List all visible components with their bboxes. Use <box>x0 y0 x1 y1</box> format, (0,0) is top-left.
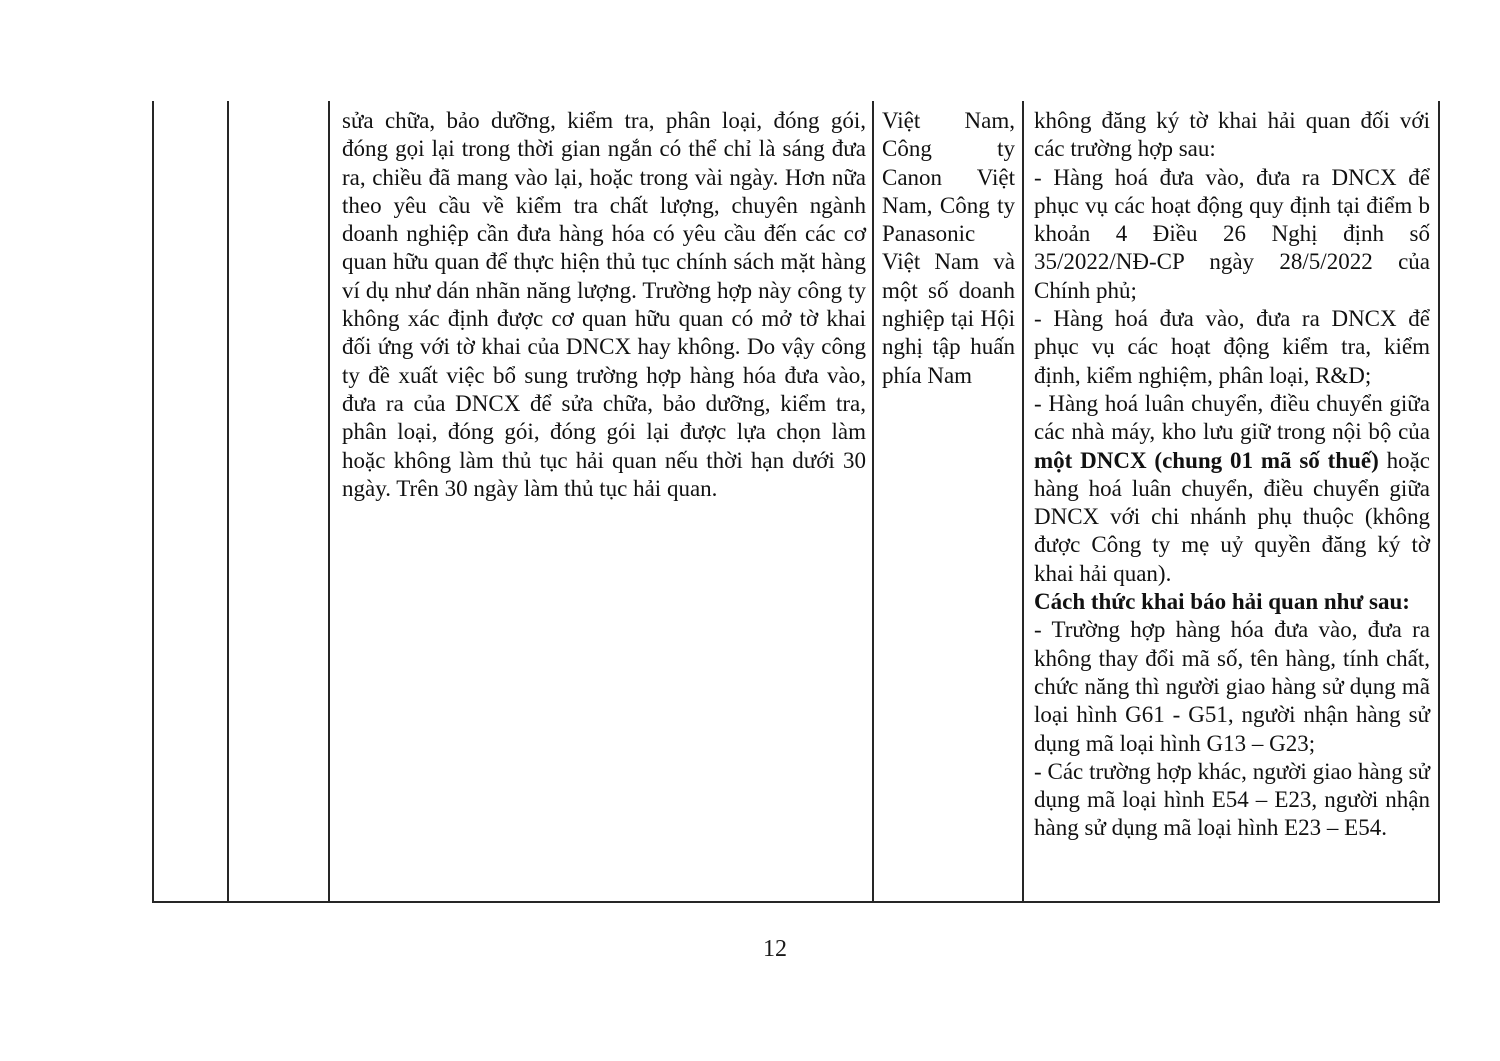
page-number: 12 <box>763 936 787 962</box>
paragraph: - Các trường hợp khác, người giao hàng sử dụng mã loại hình E54 – E23, người nhận hàng sử dụng mã loại hình E23 – E54. <box>1034 758 1430 841</box>
paragraph: - Hàng hoá đưa vào, đưa ra DNCX để phục vụ các hoạt động quy định tại điểm b khoản 4 Điều 26 Nghị định số 35/2022/NĐ-CP ngày 28/5/2022 của Chính phủ; <box>1034 164 1430 303</box>
paragraph: - Hàng hoá luân chuyển, điều chuyển giữa các nhà máy, kho lưu giữ trong nội bộ của một DNCX (chung 01 mã số thuế) hoặc hàng hoá luân chuyển, điều chuyển giữa DNCX với chi nhánh phụ thuộc (không được Công ty mẹ uỷ quyền đăng ký tờ khai hải quan). <box>1034 390 1430 586</box>
paragraph: - Hàng hoá đưa vào, đưa ra DNCX để phục vụ các hoạt động kiểm tra, kiểm định, kiểm nghiệm, phân loại, R&D; <box>1034 306 1430 388</box>
table-cell-participants <box>872 101 1022 901</box>
table-cell-issue-content <box>328 101 872 901</box>
paragraph: - Trường hợp hàng hóa đưa vào, đưa ra không thay đổi mã số, tên hàng, tính chất, chức năng thì người giao hàng sử dụng mã loại hình G61 - G51, người nhận hàng sử dụng mã loại hình G13 – G23; <box>1034 617 1430 756</box>
paragraph: sửa chữa, bảo dưỡng, kiểm tra, phân loại, đóng gói, đóng gọi lại trong thời gian ngắn có thể chỉ là sáng đưa ra, chiều đã mang vào lại, hoặc trong vài ngày. Hơn nữa theo yêu cầu về kiểm tra chất lượng, chuyên ngành doanh nghiệp cần đưa hàng hóa có yêu cầu đến các cơ quan hữu quan để thực hiện thủ tục chính sách mặt hàng ví dụ như dán nhãn năng lượng. Trường hợp này công ty không xác định được cơ quan hữu quan có mở tờ khai đối ứng với tờ khai của DNCX hay không. Do vậy công ty đề xuất việc bổ sung trường hợp hàng hóa đưa vào, đưa ra của DNCX để sửa chữa, bảo dưỡng, kiểm tra, phân loại, đóng gói, đóng gói lại được lựa chọn làm hoặc không làm thủ tục hải quan nếu thời hạn dưới 30 ngày. Trên 30 ngày làm thủ tục hải quan. <box>342 108 866 501</box>
paragraph: Cách thức khai báo hải quan như sau: <box>1034 589 1410 615</box>
issues-table-row <box>152 101 1440 903</box>
table-cell-index <box>152 101 227 901</box>
participants-text: Việt Nam, Công ty Canon Việt Nam, Công ty Panasonic Việt Nam và một số doanh nghiệp tại Hội nghị tập huấn phía Nam <box>882 108 1015 388</box>
paragraph: không đăng ký tờ khai hải quan đối với các trường hợp sau: <box>1034 108 1430 162</box>
table-cell-answer <box>1022 101 1438 901</box>
table-cell-category <box>227 101 328 901</box>
